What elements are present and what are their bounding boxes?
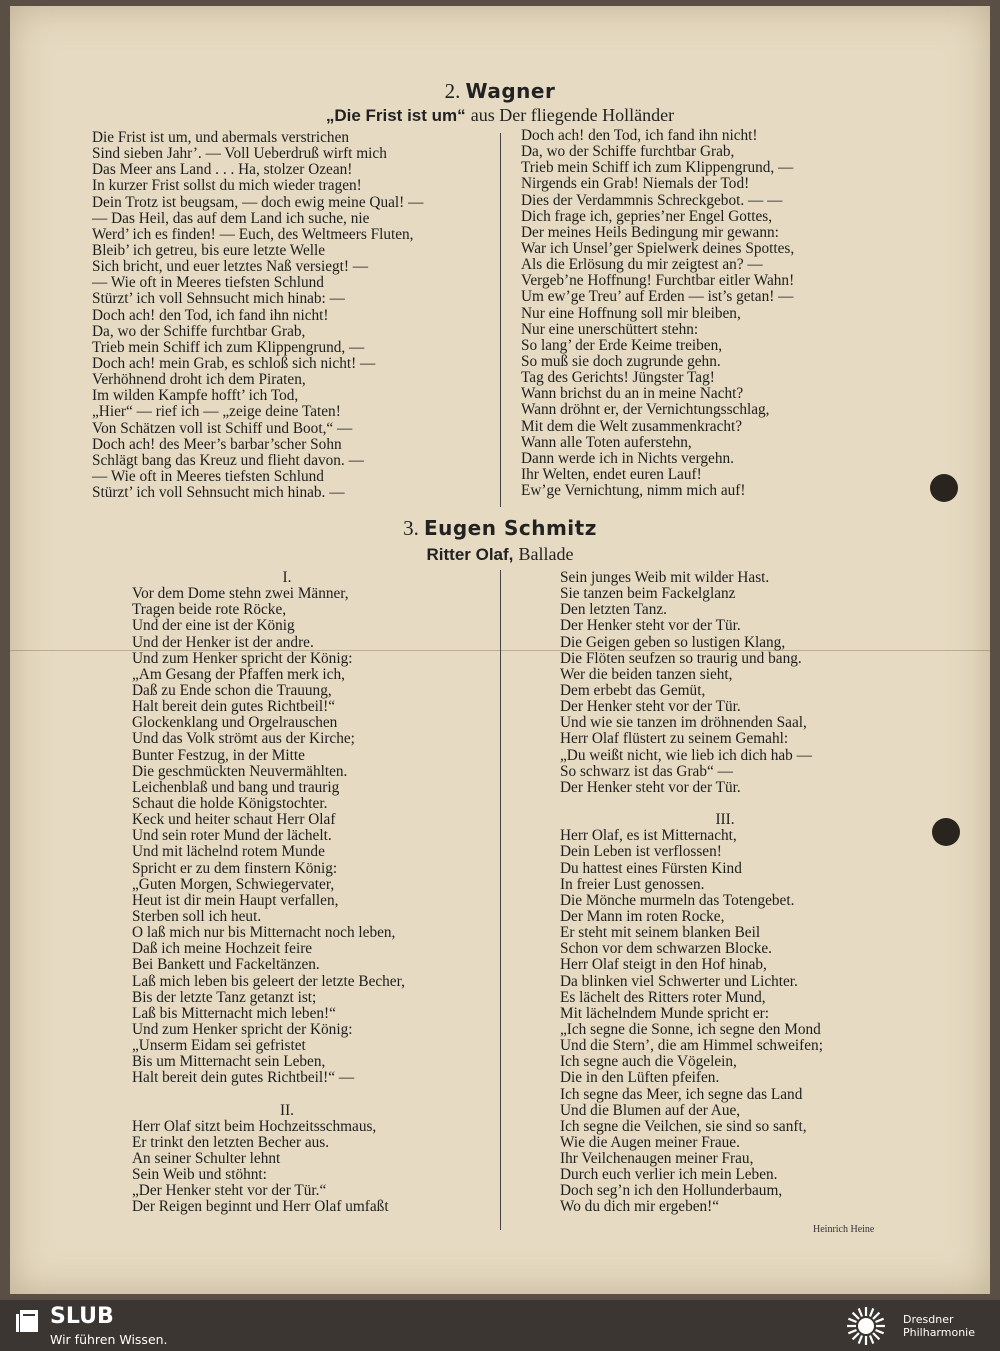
poem-line: Es lächelt des Ritters roter Mund, bbox=[560, 988, 766, 1006]
poem-line: Um ew’ge Treu’ auf Erden — ist’s getan! — bbox=[521, 288, 794, 306]
poem-line: Herr Olaf, es ist Mitternacht, bbox=[560, 827, 737, 845]
poem-line: Die in den Lüften pfeifen. bbox=[560, 1069, 720, 1087]
schmitz-number: 3. bbox=[403, 516, 419, 540]
paper-page bbox=[10, 6, 990, 1294]
poem-line: Doch ach! mein Grab, es schloß sich nicht! — bbox=[92, 354, 376, 372]
poem-line: Doch ach! des Meer’s barbar’scher Sohn bbox=[92, 435, 342, 453]
poem-line: Der Reigen beginnt und Herr Olaf umfaßt bbox=[132, 1198, 389, 1216]
poem-line: Wie die Augen meiner Fraue. bbox=[560, 1133, 740, 1151]
poem-line: Im wilden Kampfe hofft’ ich Tod, bbox=[92, 387, 299, 405]
poem-line: Das Meer ans Land . . . Ha, stolzer Ozean! bbox=[92, 161, 353, 179]
footer-bar bbox=[0, 1300, 1000, 1351]
poem-line: Die Flöten seufzen so traurig und bang. bbox=[560, 649, 802, 667]
poem-line: Mit dem die Welt zusammenkracht? bbox=[521, 417, 743, 435]
poem-line: In kurzer Frist sollst du mich wieder tragen! bbox=[92, 177, 362, 195]
poem-line: Laß bis Mitternacht mich leben!“ bbox=[132, 1004, 336, 1022]
poem-line: Da, wo der Schiffe furchtbar Grab, bbox=[92, 322, 306, 340]
schmitz-right-column bbox=[560, 570, 890, 1216]
punch-hole bbox=[930, 474, 958, 502]
philharmonie-line2: Philharmonie bbox=[903, 1326, 975, 1339]
poem-line: Von Schätzen voll ist Schiff und Boot,“ — bbox=[92, 419, 353, 437]
poem-line: So schwarz ist das Grab“ — bbox=[560, 762, 733, 780]
poem-line: So muß sie doch zugrunde gehn. bbox=[521, 352, 721, 370]
poem-line: Herr Olaf flüstert zu seinem Gemahl: bbox=[560, 730, 789, 748]
poem-line: Vergeb’ne Hoffnung! Furchtbar eitler Wahn! bbox=[521, 272, 795, 290]
poem-line: Schlägt bang das Kreuz und flieht davon. — bbox=[92, 451, 364, 469]
wagner-source: aus Der fliegende Holländer bbox=[470, 105, 675, 125]
poem-line: Er steht mit seinem blanken Beil bbox=[560, 924, 761, 942]
poem-line: Wo du dich mir ergeben!“ bbox=[560, 1198, 720, 1216]
poem-line: Doch seg’n ich den Hollunderbaum, bbox=[560, 1182, 783, 1200]
wagner-heading bbox=[10, 79, 990, 104]
poem-line bbox=[560, 796, 890, 812]
schmitz-subtitle bbox=[10, 544, 990, 565]
schmitz-composer: Eugen Schmitz bbox=[423, 516, 597, 540]
poem-line: Sein junges Weib mit wilder Hast. bbox=[560, 569, 770, 586]
poem-line: Dem erbebt das Gemüt, bbox=[560, 681, 706, 699]
wagner-number: 2. bbox=[444, 79, 461, 103]
poem-line: „Unserm Eidam sei gefristet bbox=[132, 1037, 306, 1055]
poem-line: Werd’ ich es finden! — Euch, des Weltmeers Fluten, bbox=[92, 225, 414, 243]
poem-line: Ich segne die Veilchen, sie sind so sanft, bbox=[560, 1117, 807, 1135]
schmitz-heading bbox=[10, 516, 990, 541]
poem-line: Durch euch verlier ich mein Leben. bbox=[560, 1166, 778, 1184]
poem-line: Sie tanzen beim Fackelglanz bbox=[560, 585, 736, 603]
poem-line: Und mit lächelnd rotem Munde bbox=[132, 843, 325, 861]
poem-line: Daß zu Ende schon die Trauung, bbox=[132, 681, 332, 699]
poem-line: Tragen beide rote Röcke, bbox=[132, 601, 287, 619]
poem-line: Der Mann im roten Rocke, bbox=[560, 907, 725, 925]
poem-line: Die geschmückten Neuvermählten. bbox=[132, 762, 348, 780]
punch-hole bbox=[932, 818, 960, 846]
poem-line: Bleib’ ich getreu, bis eure letzte Welle bbox=[92, 241, 326, 259]
philharmonie-logo-icon bbox=[843, 1303, 889, 1349]
poem-line: Als die Erlösung du mir zeigtest an? — bbox=[521, 256, 763, 274]
poem-line: Doch ach! den Tod, ich fand ihn nicht! bbox=[521, 127, 758, 144]
poem-line: — Das Heil, das auf dem Land ich suche, nie bbox=[92, 209, 370, 227]
poem-line: Doch ach! den Tod, ich fand ihn nicht! bbox=[92, 306, 329, 324]
poem-line: Du hattest eines Fürsten Kind bbox=[560, 859, 742, 877]
column-divider-2 bbox=[500, 570, 501, 1230]
poem-line: In freier Lust genossen. bbox=[560, 875, 705, 893]
poem-line: Dann werde ich in Nichts vergehn. bbox=[521, 449, 734, 467]
poem-line: Laß mich leben bis geleert der letzte Becher, bbox=[132, 972, 405, 990]
wagner-piece-title: „Die Frist ist um“ bbox=[325, 106, 466, 125]
poem-line: Dich frage ich, gepries’ner Engel Gottes, bbox=[521, 207, 773, 225]
poem-line: „Am Gesang der Pfaffen merk ich, bbox=[132, 665, 345, 683]
poem-line: Da blinken viel Schwerter und Lichter. bbox=[560, 972, 798, 990]
slub-name: SLUB bbox=[50, 1304, 114, 1329]
poem-line: Wann brichst du an in meine Nacht? bbox=[521, 385, 744, 403]
slub-tagline: Wir führen Wissen. bbox=[50, 1332, 168, 1347]
column-divider bbox=[500, 133, 501, 507]
poem-line: Heut ist dir mein Haupt verfallen, bbox=[132, 891, 339, 909]
poem-line: Der meines Heils Bedingung mir gewann: bbox=[521, 223, 779, 241]
poem-line: Herr Olaf sitzt beim Hochzeitsschmaus, bbox=[132, 1117, 377, 1135]
poem-line: Stürzt’ ich voll Sehnsucht mich hinab: — bbox=[92, 290, 345, 308]
poem-line: Da, wo der Schiffe furchtbar Grab, bbox=[521, 143, 735, 161]
section-numeral: III. bbox=[715, 811, 735, 829]
schmitz-genre: Ballade bbox=[518, 544, 574, 564]
poem-line: „Ich segne die Sonne, ich segne den Mond bbox=[560, 1020, 821, 1038]
poem-line: Herr Olaf steigt in den Hof hinab, bbox=[560, 956, 767, 974]
poem-line: Sein Weib und stöhnt: bbox=[132, 1166, 267, 1184]
author-credit: Heinrich Heine bbox=[813, 1224, 875, 1235]
wagner-left-column bbox=[92, 130, 423, 501]
poem-line: Und sein roter Mund der lächelt. bbox=[132, 827, 332, 845]
section-numeral: I. bbox=[282, 569, 292, 586]
wagner-right-column bbox=[521, 128, 794, 499]
poem-line: Der Henker steht vor der Tür. bbox=[560, 698, 741, 716]
poem-line: Tag des Gerichts! Jüngster Tag! bbox=[521, 369, 715, 387]
wagner-composer: Wagner bbox=[465, 79, 556, 103]
poem-line: Verhöhnend droht ich dem Piraten, bbox=[92, 371, 306, 389]
poem-line: Mit lächelndem Munde spricht er: bbox=[560, 1004, 770, 1022]
poem-line: Keck und heiter schaut Herr Olaf bbox=[132, 811, 336, 829]
poem-line: Dein Trotz ist beugsam, — doch ewig meine Qual! — bbox=[92, 193, 424, 211]
poem-line: — Wie oft in Meeres tiefsten Schlund bbox=[92, 467, 324, 485]
poem-line: Und wie sie tanzen im dröhnenden Saal, bbox=[560, 714, 807, 732]
poem-line: Ew’ge Vernichtung, nimm mich auf! bbox=[521, 482, 746, 500]
poem-line: Und das Volk strömt aus der Kirche; bbox=[132, 730, 355, 748]
poem-line: War ich Unsel’ger Spielwerk deines Spottes, bbox=[521, 239, 795, 257]
poem-line: Schon vor dem schwarzen Blocke. bbox=[560, 940, 772, 958]
poem-line: Und die Stern’, die am Himmel schweifen; bbox=[560, 1037, 823, 1055]
poem-line: Und die Blumen auf der Aue, bbox=[560, 1101, 741, 1119]
poem-line: „Guten Morgen, Schwiegervater, bbox=[132, 875, 335, 893]
poem-line: Ich segne auch die Vögelein, bbox=[560, 1053, 737, 1071]
poem-line: Die Mönche murmeln das Totengebet. bbox=[560, 891, 795, 909]
poem-line: Ich segne das Meer, ich segne das Land bbox=[560, 1085, 803, 1103]
poem-line: Trieb mein Schiff ich zum Klippengrund, — bbox=[92, 338, 365, 356]
poem-line: O laß mich nur bis Mitternacht noch leben, bbox=[132, 924, 396, 942]
poem-line: Dein Leben ist verflossen! bbox=[560, 843, 722, 861]
poem-line: Vor dem Dome stehn zwei Männer, bbox=[132, 585, 349, 603]
poem-line: „Du weißt nicht, wie lieb ich dich hab — bbox=[560, 746, 812, 764]
poem-line: Sterben soll ich heut. bbox=[132, 907, 262, 925]
poem-line: Ihr Veilchenaugen meiner Frau, bbox=[560, 1150, 754, 1168]
poem-line: Bis um Mitternacht sein Leben, bbox=[132, 1053, 326, 1071]
poem-line: Bis der letzte Tanz getanzt ist; bbox=[132, 988, 317, 1006]
poem-line: Und zum Henker spricht der König: bbox=[132, 1020, 353, 1038]
philharmonie-line1: Dresdner bbox=[903, 1313, 954, 1326]
poem-line: Wann alle Toten auferstehn, bbox=[521, 433, 692, 451]
poem-line: Und zum Henker spricht der König: bbox=[132, 649, 353, 667]
poem-line: So lang’ der Erde Keime treiben, bbox=[521, 336, 723, 354]
poem-line: Und der eine ist der König bbox=[132, 617, 295, 635]
wagner-subtitle bbox=[10, 105, 990, 126]
poem-line: Der Henker steht vor der Tür. bbox=[560, 617, 741, 635]
section-numeral: II. bbox=[279, 1101, 294, 1119]
poem-line: Den letzten Tanz. bbox=[560, 601, 667, 619]
poem-line: Die Geigen geben so lustigen Klang, bbox=[560, 633, 786, 651]
poem-line: Und der Henker ist der andre. bbox=[132, 633, 314, 651]
poem-line: Leichenblaß und bang und traurig bbox=[132, 778, 340, 796]
poem-line: Nur eine unerschüttert stehn: bbox=[521, 320, 699, 338]
poem-line: An seiner Schulter lehnt bbox=[132, 1150, 281, 1168]
philharmonie-name bbox=[903, 1313, 975, 1339]
poem-line: Nirgends ein Grab! Niemals der Tod! bbox=[521, 175, 750, 193]
poem-line: Wer die beiden tanzen sieht, bbox=[560, 665, 733, 683]
poem-line: Spricht er zu dem finstern König: bbox=[132, 859, 338, 877]
poem-line: Ihr Welten, endet euren Lauf! bbox=[521, 465, 702, 483]
schmitz-left-column bbox=[132, 570, 442, 1216]
poem-line: Stürzt’ ich voll Sehnsucht mich hinab. — bbox=[92, 484, 345, 502]
poem-line bbox=[132, 1087, 442, 1103]
poem-line: Halt bereit dein gutes Richtbeil!“ bbox=[132, 698, 336, 716]
poem-line: Wann dröhnt er, der Vernichtungsschlag, bbox=[521, 401, 770, 419]
poem-line: Die Frist ist um, und abermals verstrichen bbox=[92, 129, 350, 146]
poem-line: Halt bereit dein gutes Richtbeil!“ — bbox=[132, 1069, 355, 1087]
poem-line: Der Henker steht vor der Tür. bbox=[560, 778, 741, 796]
poem-line: Trieb mein Schiff ich zum Klippengrund, — bbox=[521, 159, 794, 177]
poem-line: Er trinkt den letzten Becher aus. bbox=[132, 1133, 330, 1151]
poem-line: Sich bricht, und euer letztes Naß versiegt! — bbox=[92, 258, 369, 276]
poem-line: Dies der Verdammnis Schreckgebot. — — bbox=[521, 191, 783, 209]
poem-line: Bunter Festzug, in der Mitte bbox=[132, 746, 305, 764]
poem-line: Nur eine Hoffnung soll mir bleiben, bbox=[521, 304, 741, 322]
poem-line: Bei Bankett und Fackeltänzen. bbox=[132, 956, 320, 974]
poem-line: — Wie oft in Meeres tiefsten Schlund bbox=[92, 274, 324, 292]
poem-line: „Hier“ — rief ich — „zeige deine Taten! bbox=[92, 403, 341, 421]
poem-line: Daß ich meine Hochzeit feire bbox=[132, 940, 313, 958]
poem-line: Glockenklang und Orgelrauschen bbox=[132, 714, 338, 732]
poem-line: Schaut die holde Königstochter. bbox=[132, 794, 328, 812]
schmitz-piece-title: Ritter Olaf, bbox=[426, 545, 514, 564]
poem-line: Sind sieben Jahr’. — Voll Ueberdruß wirft mich bbox=[92, 145, 387, 163]
poem-line: „Der Henker steht vor der Tür.“ bbox=[132, 1182, 327, 1200]
slub-logo-icon bbox=[14, 1308, 40, 1334]
